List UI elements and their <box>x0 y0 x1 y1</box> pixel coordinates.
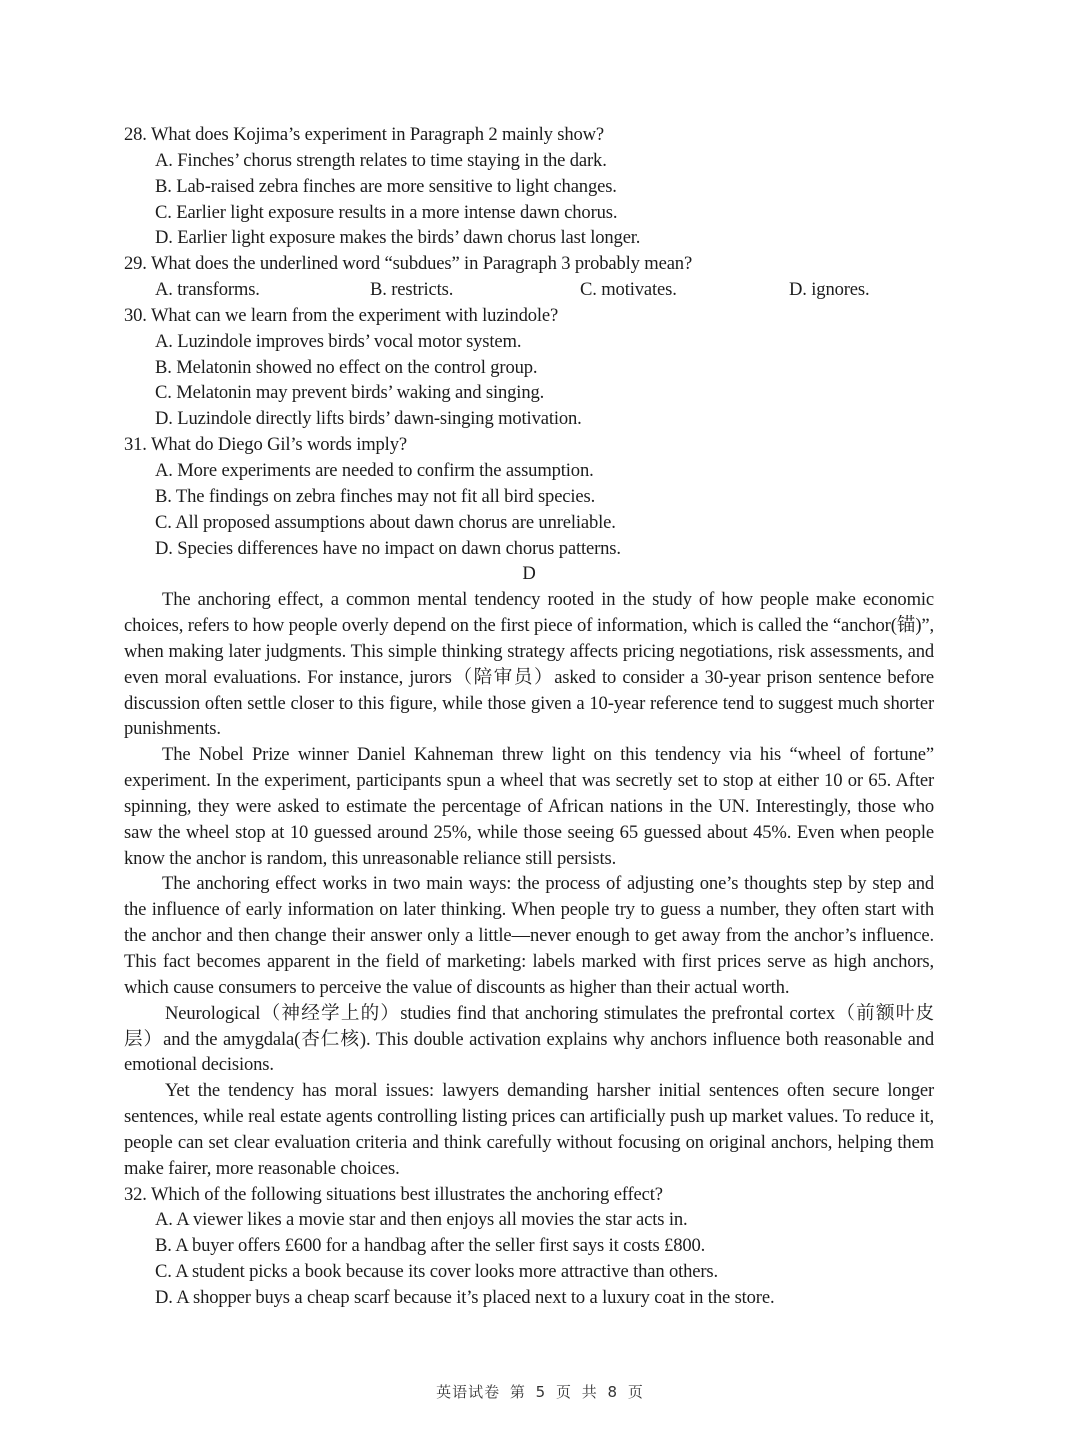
page-footer: 英语试卷 第 5 页 共 8 页 <box>436 1383 644 1401</box>
option-d: D. ignores. <box>789 279 870 301</box>
option-d: D. Species differences have no impact on dawn chorus patterns. <box>155 537 621 559</box>
option-d: D. Earlier light exposure makes the birds’ dawn chorus last longer. <box>155 227 641 249</box>
option-c: C. Earlier light exposure results in a more intense dawn chorus. <box>155 201 618 223</box>
question-stem: 29. What does the underlined word “subdues” in Paragraph 3 probably mean? <box>124 253 693 275</box>
passage-paragraph-5: Yet the tendency has moral issues: lawyers demanding harsher initial sentences often secure longer sentences, while real estate agents controlling listing prices can artificially push up market values. To reduce it, people can set clear evaluation criteria and think carefully without focusing on original anchors, helping them make fairer, more reasonable choices. <box>124 1080 934 1179</box>
question-32 <box>124 1182 934 1311</box>
option-b: B. A buyer offers £600 for a handbag after the seller first says it costs £800. <box>155 1235 706 1257</box>
passage-d <box>124 561 934 1181</box>
options-row <box>124 277 934 303</box>
option-b: B. restricts. <box>370 279 454 301</box>
question-28 <box>124 122 934 251</box>
question-stem: 30. What can we learn from the experiment with luzindole? <box>124 304 559 326</box>
question-stem: 31. What do Diego Gil’s words imply? <box>124 434 407 456</box>
option-a: A. Luzindole improves birds’ vocal motor system. <box>155 330 522 352</box>
option-b: B. The findings on zebra finches may not fit all bird species. <box>155 485 596 507</box>
passage-paragraph-1: The anchoring effect, a common mental tendency rooted in the study of how people make economic choices, refers to how people overly depend on the first piece of information, which is called the “anchor(锚)”, when making later judgments. This simple thinking strategy affects pricing negotiations, risk assessments, and even moral evaluations. For instance, jurors（陪审员）asked to consider a 30-year prison sentence before discussion often settle closer to this figure, while those given a 10-year reference tend to suggest much shorter punishments. <box>124 589 934 740</box>
option-d: D. Luzindole directly lifts birds’ dawn-singing motivation. <box>155 408 582 430</box>
option-a: A. More experiments are needed to confirm the assumption. <box>155 459 594 481</box>
option-c: C. A student picks a book because its cover looks more attractive than others. <box>155 1261 719 1283</box>
option-c: C. motivates. <box>580 279 677 301</box>
option-a: A. A viewer likes a movie star and then enjoys all movies the star acts in. <box>155 1209 688 1231</box>
passage-paragraph-3: The anchoring effect works in two main ways: the process of adjusting one’s thoughts step by step and the influence of early information on later thinking. When people try to guess a number, they often start with the anchor and then change their answer only a little—never enough to get away from the anchor’s influence. This fact becomes apparent in the field of marketing: labels marked with first prices serve as high anchors, which cause consumers to perceive the value of discounts as higher than their actual worth. <box>124 873 934 998</box>
option-b: B. Lab-raised zebra finches are more sensitive to light changes. <box>155 175 617 197</box>
question-stem: 28. What does Kojima’s experiment in Paragraph 2 mainly show? <box>124 124 605 145</box>
exam-page-content <box>124 122 934 1311</box>
section-label: D <box>522 563 536 585</box>
option-c: C. Melatonin may prevent birds’ waking and singing. <box>155 382 545 404</box>
passage-paragraph-4: Neurological（神经学上的）studies find that anchoring stimulates the prefrontal cortex（前额叶皮层）and the amygdala(杏仁核). This double activation explains why anchors influence both reasonable and emotional decisions. <box>124 1002 934 1076</box>
option-d: D. A shopper buys a cheap scarf because it’s placed next to a luxury coat in the store. <box>155 1286 775 1308</box>
question-stem: 32. Which of the following situations best illustrates the anchoring effect? <box>124 1183 663 1205</box>
option-b: B. Melatonin showed no effect on the control group. <box>155 356 538 378</box>
question-30 <box>124 303 934 432</box>
question-31 <box>124 432 934 561</box>
option-a: A. transforms. <box>155 279 260 301</box>
question-29 <box>124 251 934 303</box>
option-a: A. Finches’ chorus strength relates to time staying in the dark. <box>155 149 607 171</box>
option-c: C. All proposed assumptions about dawn chorus are unreliable. <box>155 511 616 533</box>
passage-paragraph-2: The Nobel Prize winner Daniel Kahneman threw light on this tendency via his “wheel of fortune” experiment. In the experiment, participants spun a wheel that was secretly set to stop at either 10 or 65. After spinning, they were asked to estimate the percentage of African nations in the UN. Interestingly, those who saw the wheel stop at 10 guessed around 25%, while those seeing 65 guessed about 45%. Even when people know the anchor is random, this unreasonable reliance still persists. <box>124 744 934 869</box>
